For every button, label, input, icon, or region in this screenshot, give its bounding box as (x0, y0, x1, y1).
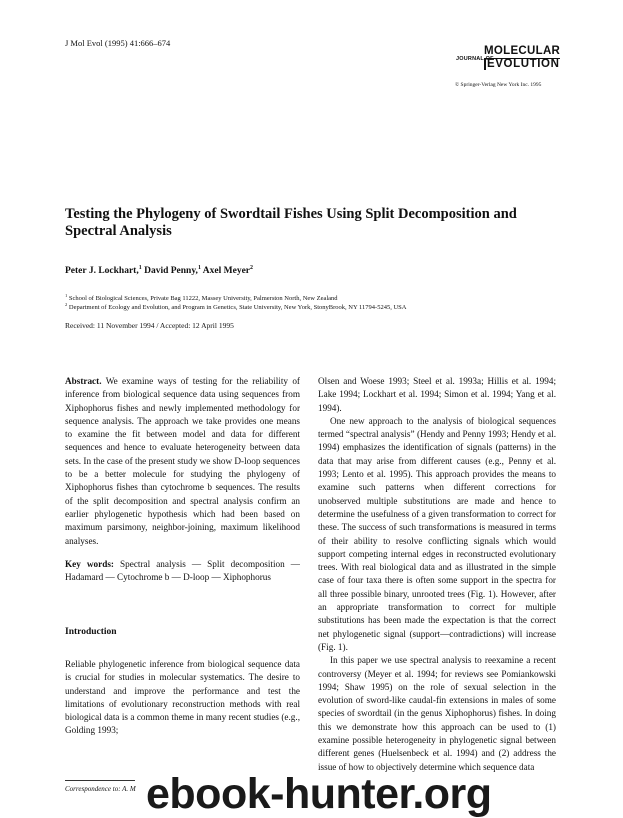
affiliation (65, 302, 406, 311)
copyright-notice: © Springer-Verlag New York Inc. 1995 (455, 82, 542, 88)
abstract-label: Abstract. (65, 376, 102, 386)
keywords-text: Spectral analysis — Split decomposition — Hadamard — Cytochrome b — D-loop — Xiphophorus (65, 558, 300, 583)
author-name: Axel Meyer (202, 266, 251, 277)
received-dates: Received: 11 November 1994 / Accepted: 12 April 1995 (65, 321, 234, 330)
author-name: Peter J. Lockhart, (65, 266, 139, 277)
article-title: Testing the Phylogeny of Swordtail Fishes Using Split Decomposition and Spectral Analysis (65, 206, 517, 239)
body-paragraph: In this paper we use spectral analysis to reexamine a recent controversy (Meyer et al. 1994; for reviews see Pomiankowski 1994; Shaw 1995) on the role of sexual selection in the evolution of sword-like caudal-fin extensions in males of some species of swordtail (in the genus Xiphophorus) fishes. In doing this we demonstrate how this approach can be used to (1) examine possible heterogeneity in phylogenetic signal between different genes (Huelsenbeck et al. 1994) and (2) address the issue of how to objectively determine which sequence data (318, 655, 556, 772)
body-paragraph: Olsen and Woese 1993; Steel et al. 1993a; Hillis et al. 1994; Lake 1994; Lockhart et al. 1994; Simon et al. 1994; Yang et al. 1994). (318, 376, 556, 413)
logo-prefix: JOURNAL OF (456, 56, 494, 62)
watermark: ebook-hunter.org (146, 770, 492, 818)
abstract-text: We examine ways of testing for the reliability of inference from biological sequence data using sequences from Xiphophorus fishes and newly implemented methodology for sequence analysis. The approach we take provides one means to examine the fit between model and data for different sequences and hence to evaluate heterogeneity between data sets. In the case of the present study we show D-loop sequences to be a better molecule for studying the phylogeny of Xiphophorus fishes than cytochrome b sequences. The results of the split decomposition and spectral analysis confirm an earlier phylogenetic hypothesis which had been based on maximum parsimony, neighbor-joining, maximum likelihood analyses. (65, 376, 300, 546)
logo-line-2: EVOLUTION (484, 58, 560, 70)
keywords-label: Key words: (65, 558, 114, 569)
correspondence-footnote: Correspondence to: A. M (65, 785, 136, 793)
affiliation-mark: 1 (65, 293, 68, 298)
logo-line-1: MOLECULAR (484, 45, 561, 57)
affiliation-mark: 2 (65, 302, 68, 307)
right-column (318, 375, 556, 774)
journal-citation: J Mol Evol (1995) 41:666–674 (65, 38, 171, 48)
affiliation (65, 293, 338, 302)
footnote-rule (65, 780, 135, 781)
abstract-section (65, 375, 300, 584)
introduction-heading: Introduction (65, 627, 117, 637)
body-paragraph: One new approach to the analysis of biological sequences termed “spectral analysis” (Hendy and Penny 1993; Hendy et al. 1994) emphasizes the identification of signals (patterns) in the data that may arise from different causes (e.g., Penny et al. 1993; Lento et al. 1995). This approach provides the means to examine such patterns when different corrections for unobserved multiple substitutions are made and hence to determine the usefulness of a given transformation to correct for these. The success of such transformations is measured in terms of their ability to resolve conflicting signals which would support competing internal edges in reconstructed evolutionary trees. With real biological data and as illustrated in the simple case of four taxa there is often some support in the spectra for all three possible binary, unrooted trees (Fig. 1). However, after an appropriate transformation to correct for multiple substitutions has been made the expectation is that the correct net phylogenetic signal (support—contradictions) will increase (Fig. 1). (318, 415, 556, 652)
author-affil-mark: 2 (250, 265, 254, 271)
journal-logo (456, 44, 564, 74)
author-affil-mark: 1 (197, 265, 201, 271)
author-list (65, 265, 253, 276)
introduction-paragraph: Reliable phylogenetic inference from biological sequence data is crucial for studies in molecular systematics. The desire to understand and improve the performance and test the limitations of evolutionary reconstruction methods with real biological data is a common theme in many recent studies (e.g., Golding 1993; (65, 659, 300, 736)
introduction-section (65, 658, 300, 738)
abstract-paragraph (65, 375, 300, 548)
keywords-paragraph (65, 558, 300, 585)
author-name: David Penny, (144, 266, 198, 277)
affiliation-text: Department of Ecology and Evolution, and Program in Genetics, State University, New York, StonyBrook, NY 11794-5245, USA (68, 304, 407, 312)
affiliation-text: School of Biological Sciences, Private Bag 11222, Massey University, Palmerston North, New Zealand (68, 295, 338, 303)
author-affil-mark: 1 (138, 265, 142, 271)
